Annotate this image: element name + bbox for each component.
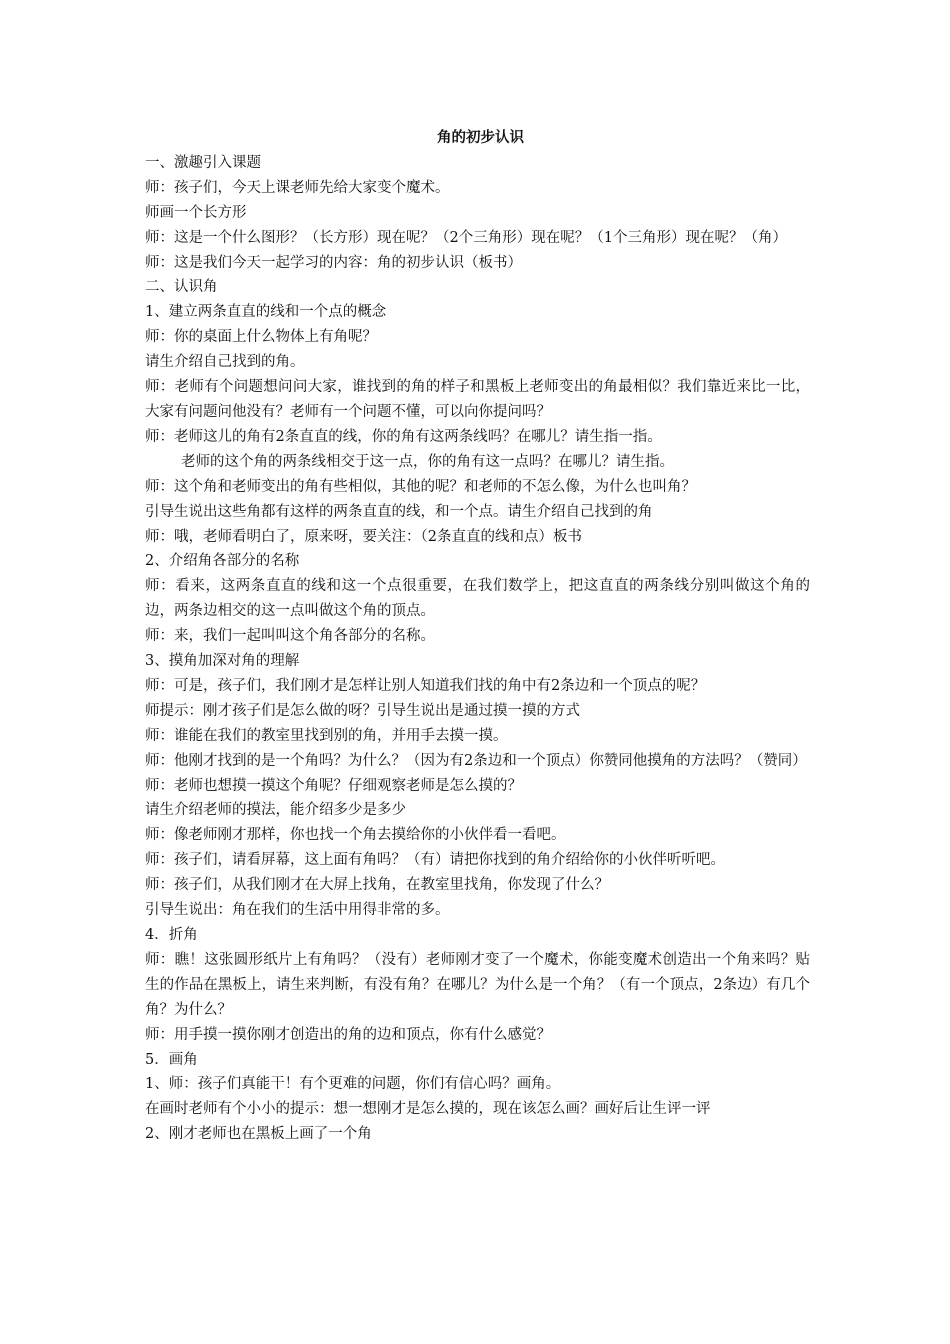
paragraph: 师：老师也想摸一摸这个角呢？仔细观察老师是怎么摸的？: [145, 777, 522, 794]
paragraph: 师：可是，孩子们，我们刚才是怎样让别人知道我们找的角中有2条边和一个顶点的呢？: [145, 677, 706, 694]
paragraph: 引导生说出：角在我们的生活中用得非常的多。: [145, 902, 450, 919]
paragraph: 师：看来，这两条直直的线和这一个点很重要，在我们数学上，把这直直的两条线分别叫做这个角的边，两条边相交的这一点叫做这个角的顶点。: [145, 578, 810, 620]
paragraph: 师：瞧！这张圆形纸片上有角吗？（没有）老师刚才变了一个魔术，你能变魔术创造出一个角来吗？贴生的作品在黑板上，请生来判断，有没有角？在哪儿？为什么是一个角？（有一个顶点，2条边）有几个角？为什么？: [145, 951, 810, 1018]
paragraph: 师：他刚才找到的是一个角吗？为什么？（因为有2条边和一个顶点）你赞同他摸角的方法吗？（赞同）: [145, 752, 807, 769]
paragraph: 师：孩子们，从我们刚才在大屏上找角，在教室里找角，你发现了什么？: [145, 877, 609, 894]
paragraph: 师：这是我们今天一起学习的内容：角的初步认识（板书）: [145, 254, 522, 271]
subsection-heading: 5．画角: [145, 1051, 198, 1068]
section-heading: 二、认识角: [145, 279, 218, 296]
subsection-heading: 1、建立两条直直的线和一个点的概念: [145, 304, 387, 321]
paragraph: 请生介绍自己找到的角。: [145, 354, 305, 371]
paragraph: 师：你的桌面上什么物体上有角呢？: [145, 329, 377, 346]
paragraph: 在画时老师有个小小的提示：想一想刚才是怎么摸的，现在该怎么画？画好后让生评一评: [145, 1101, 711, 1118]
document-page: [145, 126, 810, 1147]
subsection-heading: 2、介绍角各部分的名称: [145, 553, 300, 570]
paragraph: 师：像老师刚才那样，你也找一个角去摸给你的小伙伴看一看吧。: [145, 827, 566, 844]
paragraph: 师：老师有个问题想问问大家，谁找到的角的样子和黑板上老师变出的角最相似？我们靠近来比一比，大家有问题问他没有？老师有一个问题不懂，可以向你提问吗？: [145, 379, 810, 420]
subsection-heading: 3、摸角加深对角的理解: [145, 653, 300, 670]
paragraph: 师：孩子们，今天上课老师先给大家变个魔术。: [145, 179, 450, 196]
paragraph: 引导生说出这些角都有这样的两条直直的线，和一个点。请生介绍自己找到的角: [145, 503, 653, 520]
paragraph: 师：这个角和老师变出的角有些相似，其他的呢？和老师的不怎么像，为什么也叫角？: [145, 478, 696, 495]
subsection-heading: 4．折角: [145, 927, 198, 943]
paragraph: 老师的这个角的两条线相交于这一点，你的角有这一点吗？在哪儿？请生指。: [181, 453, 674, 470]
paragraph: 师：谁能在我们的教室里找到别的角，并用手去摸一摸。: [145, 727, 508, 744]
paragraph: 师：哦，老师看明白了，原来呀，要关注：（2条直直的线和点）板书: [145, 528, 582, 545]
paragraph: 师：老师这儿的角有2条直直的线，你的角有这两条线吗？在哪儿？请生指一指。: [145, 428, 662, 445]
paragraph: 师：用手摸一摸你刚才创造出的角的边和顶点，你有什么感觉？: [145, 1026, 551, 1043]
paragraph: 1、师：孩子们真能干！有个更难的问题，你们有信心吗？画角。: [145, 1076, 561, 1093]
paragraph: 请生介绍老师的摸法，能介绍多少是多少: [145, 802, 406, 819]
paragraph: 师提示：刚才孩子们是怎么做的呀？引导生说出是通过摸一摸的方式: [145, 702, 580, 719]
paragraph: 2、刚才老师也在黑板上画了一个角: [145, 1126, 372, 1143]
paragraph: 师画一个长方形: [145, 204, 247, 221]
paragraph: 师：来，我们一起叫叫这个角各部分的名称。: [145, 628, 435, 645]
paragraph: 师：这是一个什么图形？（长方形）现在呢？（2个三角形）现在呢？（1个三角形）现在呢？（角）: [145, 229, 787, 246]
section-heading: 一、激趣引入课题: [145, 154, 261, 171]
paragraph: 师：孩子们，请看屏幕，这上面有角吗？（有）请把你找到的角介绍给你的小伙伴听听吧。: [145, 852, 725, 869]
document-title: 角的初步认识: [437, 129, 524, 146]
